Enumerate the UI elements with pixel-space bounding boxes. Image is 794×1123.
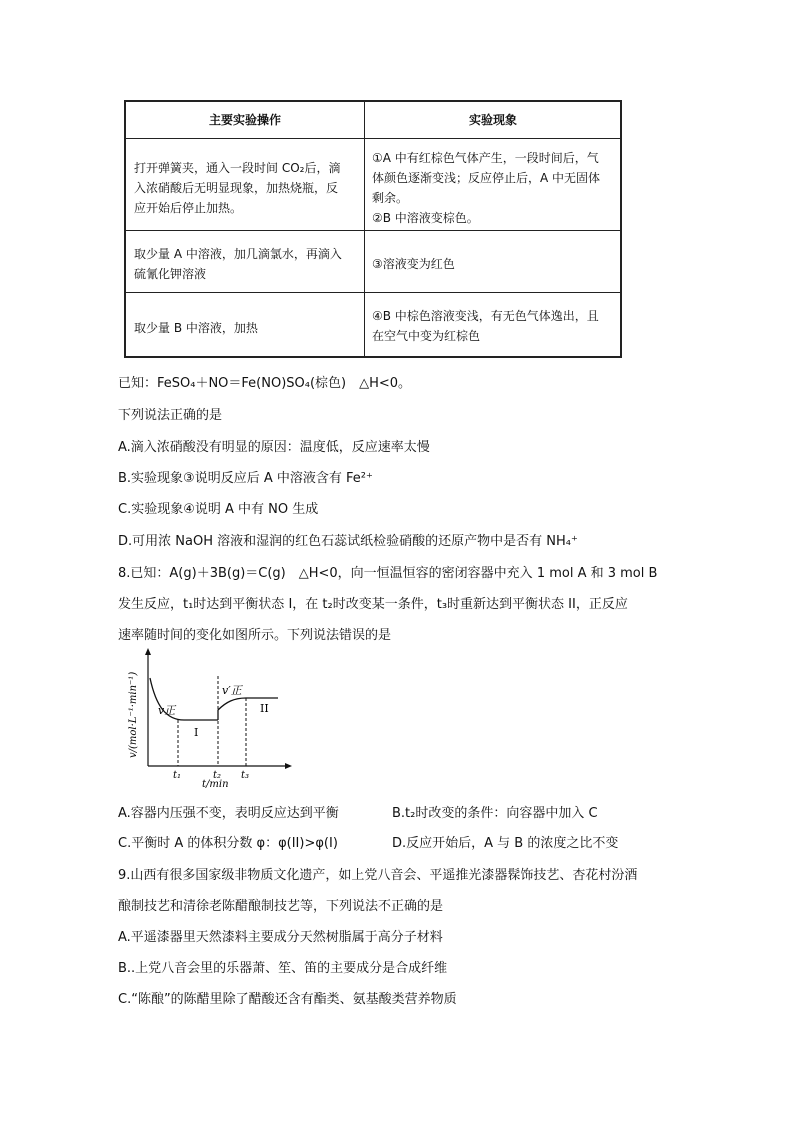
q8-stem-line: 8.已知：A(g)＋3B(g)＝C(g) △H<0，向一恒温恒容的密闭容器中充入 1 mol A 和 3 mol B (118, 566, 658, 581)
table-row-1-phenomenon (372, 148, 620, 228)
t1-label: t₁ (173, 770, 182, 781)
table-cell-line: 打开弹簧夹，通入一段时间 CO₂后，滴 (134, 161, 341, 175)
rate-time-graph (122, 648, 292, 788)
table-cell-line: ②B 中溶液变棕色。 (372, 211, 479, 225)
q7-option-a: A.滴入浓硝酸没有明显的原因：温度低，反应速率太慢 (118, 440, 430, 455)
table-header-operation: 主要实验操作 (208, 113, 281, 127)
table-divider (126, 138, 620, 139)
q7-option-c: C.实验现象④说明 A 中有 NO 生成 (118, 502, 319, 517)
table-row-3-phenomenon (372, 306, 620, 346)
table-header-phenomenon: 实验现象 (468, 113, 517, 127)
y-axis-arrow (145, 648, 151, 655)
state-2-label: II (260, 702, 269, 715)
table-row-2-phenomenon (372, 254, 620, 274)
q8-stem-line: 速率随时间的变化如图所示。下列说法错误的是 (118, 628, 392, 643)
q7-stem: 下列说法正确的是 (118, 408, 223, 423)
q8-option-a: A.容器内压强不变，表明反应达到平衡 (118, 806, 339, 821)
state-1-label: I (194, 726, 199, 739)
table-divider-vertical (364, 102, 365, 356)
table-divider (126, 292, 620, 293)
q7-option-b: B.实验现象③说明反应后 A 中溶液含有 Fe²⁺ (118, 471, 373, 486)
x-axis-arrow (285, 763, 292, 769)
table-cell-line: 硫氰化钾溶液 (134, 267, 207, 281)
table-divider (126, 230, 620, 231)
v-forward-label: v正 (158, 704, 176, 717)
known-reaction: 已知：FeSO₄＋NO＝Fe(NO)SO₄(棕色) △H<0。 (118, 376, 412, 391)
table-row-2-operation (134, 244, 360, 284)
table-cell-line: 在空气中变为红棕色 (372, 329, 481, 343)
table-row-3-operation (134, 318, 360, 338)
x-axis-label: t/min (202, 779, 229, 788)
q8-option-b: B.t₂时改变的条件：向容器中加入 C (392, 806, 598, 821)
table-cell-line: 取少量 A 中溶液，加几滴氯水，再滴入 (134, 247, 342, 261)
q7-option-d: D.可用浓 NaOH 溶液和湿润的红色石蕊试纸检验硝酸的还原产物中是否有 NH₄⁺ (118, 534, 578, 549)
q8-stem-line: 发生反应，t₁时达到平衡状态 I，在 t₂时改变某一条件，t₃时重新达到平衡状态 II，正反应 (118, 597, 628, 612)
q9-option-c: C.“陈酿”的陈醋里除了醋酸还含有酯类、氨基酸类营养物质 (118, 992, 457, 1007)
q9-option-a: A.平遥漆器里天然漆料主要成分天然树脂属于高分子材料 (118, 930, 443, 945)
v-forward-prime-label: v′正 (222, 684, 242, 697)
t3-label: t₃ (241, 770, 250, 781)
q9-stem-line: 酿制技艺和清徐老陈醋酿制技艺等，下列说法不正确的是 (118, 899, 444, 914)
q8-option-c: C.平衡时 A 的体积分数 φ：φ(II)>φ(I) (118, 836, 338, 851)
table-cell-line: ①A 中有红棕色气体产生，一段时间后，气 (372, 151, 599, 165)
q9-option-b: B..上党八音会里的乐器萧、笙、笛的主要成分是合成纤维 (118, 961, 448, 976)
table-cell-line: ④B 中棕色溶液变浅，有无色气体逸出，且 (372, 309, 599, 323)
table-cell-line: 应开始后停止加热。 (134, 201, 243, 215)
table-cell-line: 入浓硝酸后无明显现象，加热烧瓶，反 (134, 181, 339, 195)
t2-label: t₂ (213, 770, 222, 781)
experiment-table (124, 100, 622, 358)
v-forward-curve-2 (218, 698, 278, 720)
table-cell-line: 剩余。 (372, 191, 409, 205)
table-row-1-operation (134, 158, 360, 218)
table-cell-line: ③溶液变为红色 (372, 257, 455, 271)
table-cell-line: 体颜色逐渐变浅；反应停止后，A 中无固体 (372, 171, 601, 185)
q9-stem-line: 9.山西有很多国家级非物质文化遗产，如上党八音会、平遥推光漆器髹饰技艺、杏花村汾酒 (118, 868, 638, 883)
table-cell-line: 取少量 B 中溶液，加热 (134, 321, 258, 335)
y-axis-label: v/(mol·L⁻¹·min⁻¹) (128, 671, 139, 758)
q8-option-d: D.反应开始后，A 与 B 的浓度之比不变 (392, 836, 619, 851)
